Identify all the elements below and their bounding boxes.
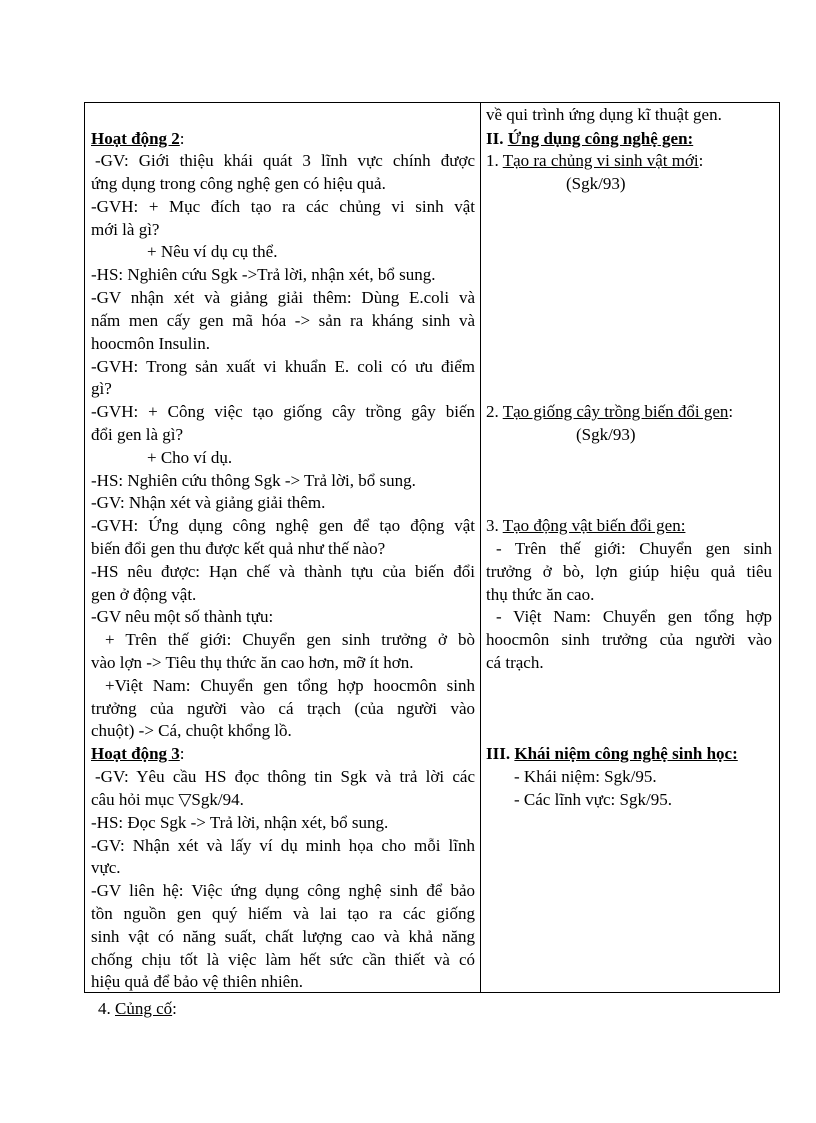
text-line: biến đổi gen thu được kết quả như thế nào? [91, 539, 386, 558]
activity-2-title: Hoạt động 2 [91, 129, 180, 148]
activity-3-heading: Hoạt động 3: [91, 744, 185, 763]
activity-3-title: Hoạt động 3 [91, 744, 180, 763]
text-line: cá trạch. [486, 653, 544, 672]
text-line: -GVH: Trong sản xuất vi khuẩn E. coli có ưu điểm [91, 357, 475, 376]
section-3-heading: III. Khái niệm công nghệ sinh học: [486, 744, 738, 763]
activity-2-heading: Hoạt động 2: [91, 129, 185, 148]
text-line: -GV: Nhận xét và lấy ví dụ minh họa cho mỗi lĩnh [91, 836, 475, 855]
text-line: hiệu quả để bảo vệ thiên nhiên. [91, 972, 303, 991]
section-3-title: Khái niệm công nghệ sinh học: [514, 744, 738, 763]
text-line: -HS: Đọc Sgk -> Trả lời, nhận xét, bổ sung. [91, 813, 389, 832]
text-line: mới là gì? [91, 220, 160, 239]
text-line: vào lợn -> Tiêu thụ thức ăn cao hơn, mỡ ít hơn. [91, 653, 414, 672]
text-line: -GVH: + Mục đích tạo ra các chủng vi sinh vật [91, 197, 475, 216]
text-line: vực. [91, 858, 121, 877]
lesson-table [84, 102, 780, 993]
text-line: -GV nêu một số thành tựu: [91, 607, 274, 626]
section-2-heading: II. Ứng dụng công nghệ gen: [486, 129, 694, 148]
text-line: chuột) -> Cá, chuột khổng lồ. [91, 721, 292, 740]
text-line: tồn nguồn gen quý hiếm và lai tạo ra các giống [91, 904, 475, 923]
text-line: -GVH: Ứng dụng công nghệ gen để tạo động vật [91, 516, 475, 535]
text-line: trưởng của người vào cá trạch (của người vào [91, 699, 475, 718]
subsection-1-reference: (Sgk/93) [566, 174, 626, 193]
text-line: - Khái niệm: Sgk/95. [514, 767, 657, 786]
text-line: về qui trình ứng dụng kĩ thuật gen. [486, 105, 722, 124]
text-line: câu hỏi mục ▽Sgk/94. [91, 790, 244, 809]
text-line: ứng dụng trong công nghệ gen có hiệu quả. [91, 174, 386, 193]
section-2-title: Ứng dụng công nghệ gen: [507, 129, 694, 148]
text-line: -GV nhận xét và giảng giải thêm: Dùng E.coli và [91, 288, 475, 307]
consolidation-heading: 4. Củng cố: [98, 999, 177, 1018]
text-line: gì? [91, 379, 112, 398]
column-divider [480, 103, 481, 992]
text-line: -GV: Yêu cầu HS đọc thông tin Sgk và trả lời các [95, 767, 475, 786]
text-line: trưởng ở bò, lợn giúp hiệu quả tiêu [486, 562, 772, 581]
text-line: thụ thức ăn cao. [486, 585, 595, 604]
text-line: đổi gen là gì? [91, 425, 184, 444]
text-line: -HS nêu được: Hạn chế và thành tựu của biến đổi [91, 562, 475, 581]
text-line: hoocmôn Insulin. [91, 334, 210, 353]
text-line: - Việt Nam: Chuyển gen tổng hợp [496, 607, 772, 626]
text-line: - Các lĩnh vực: Sgk/95. [514, 790, 672, 809]
subsection-2-reference: (Sgk/93) [576, 425, 636, 444]
consolidation-title: Củng cố [115, 999, 173, 1018]
text-line: gen ở động vật. [91, 585, 197, 604]
text-line: -HS: Nghiên cứu Sgk ->Trả lời, nhận xét, bổ sung. [91, 265, 436, 284]
text-line: +Việt Nam: Chuyển gen tổng hợp hoocmôn sinh [105, 676, 475, 695]
text-line: - Trên thế giới: Chuyển gen sinh [496, 539, 772, 558]
subsection-1-heading: 1. Tạo ra chủng vi sinh vật mới: [486, 151, 704, 170]
text-line: -GV: Nhận xét và giảng giải thêm. [91, 493, 326, 512]
text-line: + Trên thế giới: Chuyển gen sinh trưởng ở bò [105, 630, 475, 649]
text-line: + Cho ví dụ. [147, 448, 233, 467]
subsection-3-heading: 3. Tạo động vật biến đổi gen: [486, 516, 686, 535]
text-line: nấm men cấy gen mã hóa -> sản ra kháng sinh và [91, 311, 475, 330]
text-line: -GV liên hệ: Việc ứng dụng công nghệ sinh để bảo [91, 881, 475, 900]
text-line: -HS: Nghiên cứu thông Sgk -> Trả lời, bổ sung. [91, 471, 416, 490]
text-line: hoocmôn sinh trưởng của người vào [486, 630, 772, 649]
text-line: -GVH: + Công việc tạo giống cây trồng gây biến [91, 402, 475, 421]
text-line: chống chịu tốt là việc làm hết sức cần thiết và có [91, 950, 475, 969]
text-line: -GV: Giới thiệu khái quát 3 lĩnh vực chính được [95, 151, 475, 170]
text-line: + Nêu ví dụ cụ thể. [147, 242, 278, 261]
text-line: sinh vật có năng suất, chất lượng cao và khả năng [91, 927, 475, 946]
subsection-2-heading: 2. Tạo giống cây trồng biến đổi gen: [486, 402, 734, 421]
